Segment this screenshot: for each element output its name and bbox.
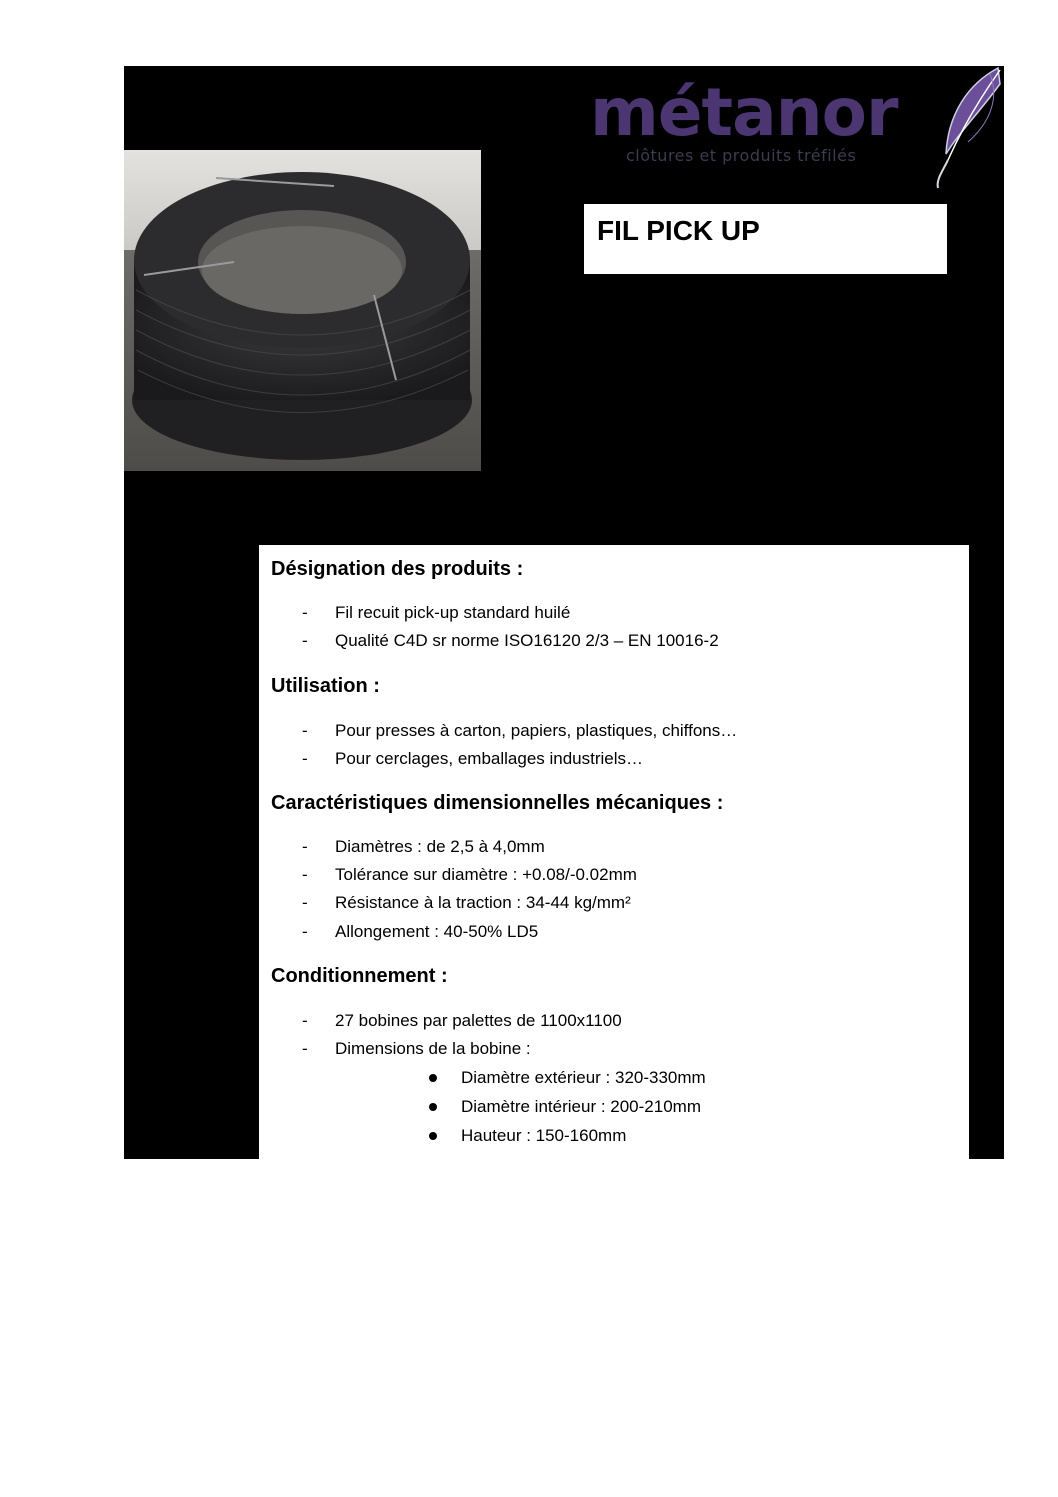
bullet-icon bbox=[429, 1103, 437, 1111]
section-heading-designation: Désignation des produits : bbox=[271, 558, 524, 580]
bullet-icon bbox=[429, 1132, 437, 1140]
product-specifications: Désignation des produits : - Fil recuit pick-up standard huilé - Qualité C4D sr norme ISO16120 2/3 – EN 10016-2 Utilisation : - Pour presses à carton, papiers, plastiques, chiffons… - Pour cerclages, emballages industriels… Caractéristiques dimensionnelles mécaniques : - Diamètres : de 2,5 à 4,0mm - Tolérance sur diamètre : +0.08/-0.02mm - Résistance à la traction : 34-44 kg/mm² - Allongement : 40-50% LD5 Conditionnement : - 27 bobines par palettes de 1100x1100 - Dimensions de la bobine : Diamètre extérieur : 320-330mm Diamètre intérieur : 200-210mm Hauteur : 150-160mm bbox=[259, 545, 969, 1159]
brand-tagline: clôtures et produits tréfilés bbox=[626, 146, 857, 165]
product-title-box bbox=[584, 204, 947, 274]
section-heading-conditionnement: Conditionnement : bbox=[271, 965, 448, 987]
wire-coil-photo bbox=[124, 150, 481, 471]
section-heading-caracteristiques: Caractéristiques dimensionnelles mécaniques : bbox=[271, 792, 724, 814]
section-heading-utilisation: Utilisation : bbox=[271, 675, 380, 697]
bullet-icon bbox=[429, 1074, 437, 1082]
product-title: FIL PICK UP bbox=[597, 215, 760, 246]
feather-icon bbox=[928, 64, 1010, 192]
brand-name: métanor bbox=[590, 74, 898, 151]
